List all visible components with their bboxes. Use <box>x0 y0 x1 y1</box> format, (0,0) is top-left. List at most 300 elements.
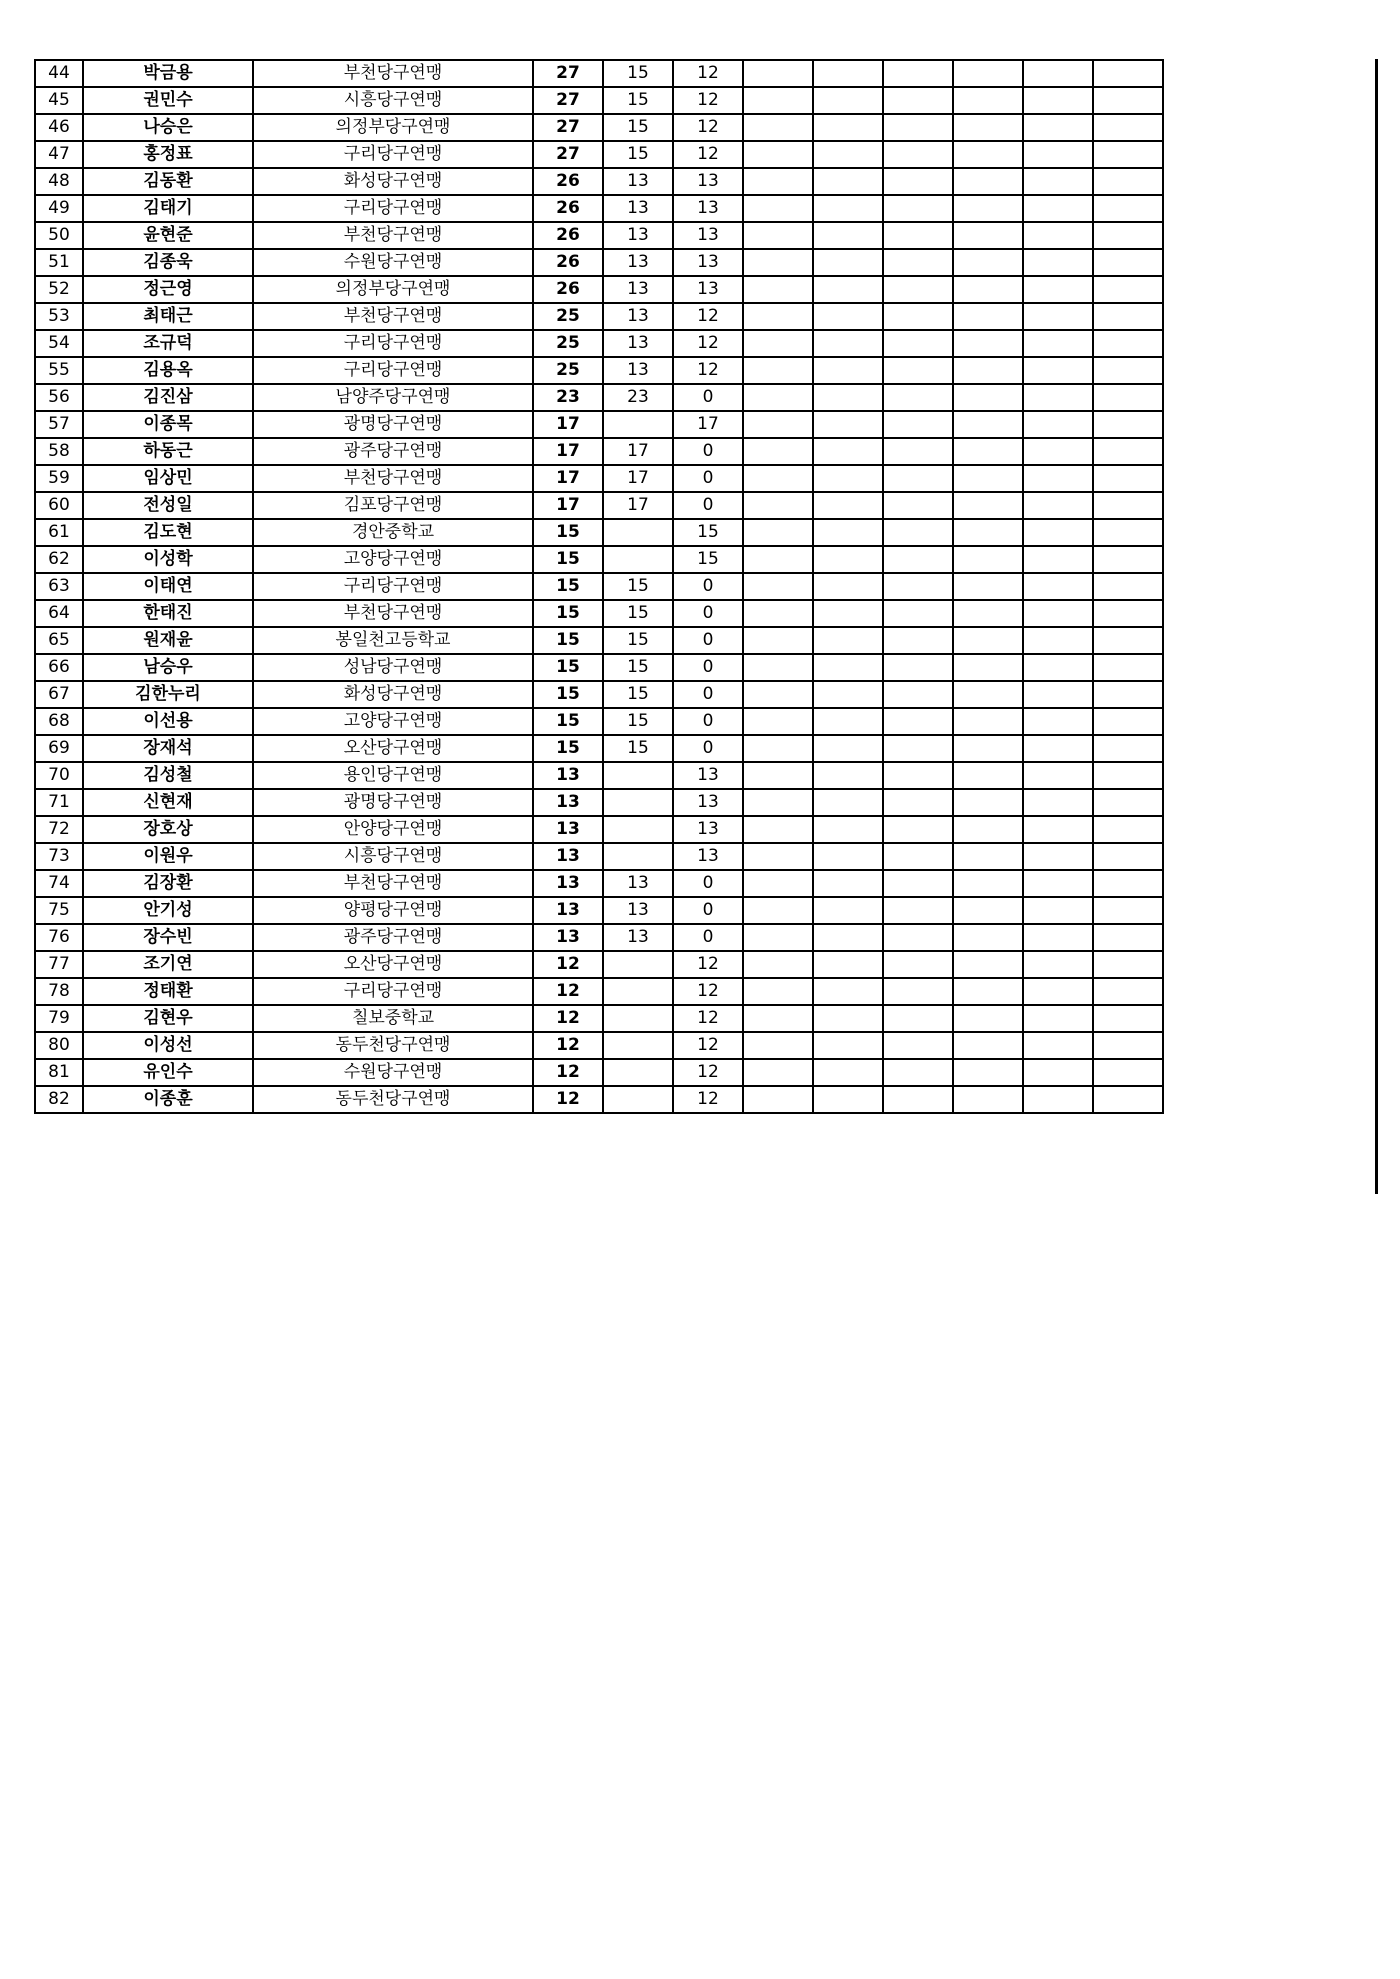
empty-cell <box>1023 1032 1093 1059</box>
empty-cell <box>1093 87 1163 114</box>
empty-cell <box>1093 1032 1163 1059</box>
table-row <box>35 735 1163 762</box>
table-row <box>35 276 1163 303</box>
empty-cell <box>743 87 813 114</box>
empty-cell <box>813 951 883 978</box>
empty-cell <box>953 789 1023 816</box>
total-score-cell: 26 <box>533 249 603 276</box>
score-1-cell: 13 <box>603 303 673 330</box>
empty-cell <box>743 978 813 1005</box>
rank-cell: 59 <box>35 465 83 492</box>
score-1-cell <box>603 762 673 789</box>
empty-cell <box>1093 978 1163 1005</box>
rank-cell: 75 <box>35 897 83 924</box>
score-2-cell: 12 <box>673 357 743 384</box>
empty-cell <box>813 897 883 924</box>
table-row <box>35 546 1163 573</box>
empty-cell <box>883 411 953 438</box>
empty-cell <box>1023 222 1093 249</box>
rank-cell: 44 <box>35 60 83 87</box>
empty-cell <box>1023 816 1093 843</box>
empty-cell <box>953 465 1023 492</box>
empty-cell <box>953 1032 1023 1059</box>
table-row <box>35 330 1163 357</box>
empty-cell <box>883 1032 953 1059</box>
empty-cell <box>1023 924 1093 951</box>
empty-cell <box>1023 249 1093 276</box>
empty-cell <box>743 438 813 465</box>
table-row <box>35 978 1163 1005</box>
empty-cell <box>883 330 953 357</box>
affiliation-cell: 동두천당구연맹 <box>253 1032 533 1059</box>
empty-cell <box>813 573 883 600</box>
total-score-cell: 13 <box>533 843 603 870</box>
empty-cell <box>953 222 1023 249</box>
empty-cell <box>813 1059 883 1086</box>
rank-cell: 57 <box>35 411 83 438</box>
empty-cell <box>743 195 813 222</box>
rank-cell: 45 <box>35 87 83 114</box>
rank-cell: 54 <box>35 330 83 357</box>
score-2-cell: 0 <box>673 465 743 492</box>
empty-cell <box>813 789 883 816</box>
score-1-cell <box>603 1005 673 1032</box>
affiliation-cell: 의정부당구연맹 <box>253 114 533 141</box>
empty-cell <box>813 384 883 411</box>
score-2-cell: 13 <box>673 168 743 195</box>
empty-cell <box>743 762 813 789</box>
empty-cell <box>883 897 953 924</box>
empty-cell <box>743 708 813 735</box>
score-1-cell <box>603 1032 673 1059</box>
score-2-cell: 0 <box>673 681 743 708</box>
empty-cell <box>743 168 813 195</box>
total-score-cell: 12 <box>533 978 603 1005</box>
empty-cell <box>743 357 813 384</box>
empty-cell <box>883 843 953 870</box>
table-row <box>35 1005 1163 1032</box>
score-1-cell <box>603 1086 673 1113</box>
table-row <box>35 519 1163 546</box>
rank-cell: 55 <box>35 357 83 384</box>
name-cell: 유인수 <box>83 1059 253 1086</box>
affiliation-cell: 경안중학교 <box>253 519 533 546</box>
empty-cell <box>1093 195 1163 222</box>
affiliation-cell: 부천당구연맹 <box>253 60 533 87</box>
rank-cell: 53 <box>35 303 83 330</box>
affiliation-cell: 구리당구연맹 <box>253 141 533 168</box>
empty-cell <box>743 330 813 357</box>
empty-cell <box>883 384 953 411</box>
affiliation-cell: 부천당구연맹 <box>253 870 533 897</box>
name-cell: 신현재 <box>83 789 253 816</box>
empty-cell <box>1023 573 1093 600</box>
name-cell: 이원우 <box>83 843 253 870</box>
score-2-cell: 13 <box>673 276 743 303</box>
rank-cell: 62 <box>35 546 83 573</box>
empty-cell <box>953 897 1023 924</box>
empty-cell <box>1023 195 1093 222</box>
score-2-cell: 12 <box>673 87 743 114</box>
empty-cell <box>883 195 953 222</box>
score-2-cell: 0 <box>673 924 743 951</box>
score-2-cell: 0 <box>673 384 743 411</box>
empty-cell <box>1023 843 1093 870</box>
score-1-cell: 13 <box>603 249 673 276</box>
table-row <box>35 1086 1163 1113</box>
score-2-cell: 12 <box>673 303 743 330</box>
affiliation-cell: 남양주당구연맹 <box>253 384 533 411</box>
empty-cell <box>743 1059 813 1086</box>
affiliation-cell: 동두천당구연맹 <box>253 1086 533 1113</box>
rank-cell: 82 <box>35 1086 83 1113</box>
rank-cell: 72 <box>35 816 83 843</box>
affiliation-cell: 양평당구연맹 <box>253 897 533 924</box>
total-score-cell: 13 <box>533 924 603 951</box>
empty-cell <box>883 438 953 465</box>
empty-cell <box>743 735 813 762</box>
score-2-cell: 12 <box>673 141 743 168</box>
empty-cell <box>813 411 883 438</box>
total-score-cell: 26 <box>533 222 603 249</box>
empty-cell <box>1023 357 1093 384</box>
name-cell: 임상민 <box>83 465 253 492</box>
empty-cell <box>1023 330 1093 357</box>
empty-cell <box>1023 600 1093 627</box>
table-row <box>35 843 1163 870</box>
name-cell: 김성철 <box>83 762 253 789</box>
affiliation-cell: 수원당구연맹 <box>253 1059 533 1086</box>
total-score-cell: 27 <box>533 114 603 141</box>
empty-cell <box>743 843 813 870</box>
empty-cell <box>743 60 813 87</box>
rank-cell: 69 <box>35 735 83 762</box>
score-2-cell: 13 <box>673 789 743 816</box>
rank-cell: 64 <box>35 600 83 627</box>
empty-cell <box>813 978 883 1005</box>
empty-cell <box>743 303 813 330</box>
affiliation-cell: 수원당구연맹 <box>253 249 533 276</box>
total-score-cell: 15 <box>533 627 603 654</box>
name-cell: 김장환 <box>83 870 253 897</box>
empty-cell <box>883 546 953 573</box>
score-1-cell: 15 <box>603 735 673 762</box>
empty-cell <box>1093 276 1163 303</box>
rank-cell: 61 <box>35 519 83 546</box>
empty-cell <box>1023 87 1093 114</box>
empty-cell <box>883 114 953 141</box>
empty-cell <box>813 735 883 762</box>
empty-cell <box>1023 492 1093 519</box>
empty-cell <box>883 276 953 303</box>
table-row <box>35 465 1163 492</box>
total-score-cell: 13 <box>533 762 603 789</box>
total-score-cell: 15 <box>533 519 603 546</box>
name-cell: 윤현준 <box>83 222 253 249</box>
empty-cell <box>1023 141 1093 168</box>
score-1-cell <box>603 1059 673 1086</box>
empty-cell <box>1023 384 1093 411</box>
empty-cell <box>813 627 883 654</box>
rank-cell: 58 <box>35 438 83 465</box>
empty-cell <box>1093 1005 1163 1032</box>
score-2-cell: 0 <box>673 897 743 924</box>
name-cell: 김동환 <box>83 168 253 195</box>
rank-cell: 48 <box>35 168 83 195</box>
empty-cell <box>883 951 953 978</box>
name-cell: 남승우 <box>83 654 253 681</box>
empty-cell <box>813 492 883 519</box>
empty-cell <box>883 573 953 600</box>
empty-cell <box>883 1059 953 1086</box>
empty-cell <box>953 573 1023 600</box>
empty-cell <box>743 951 813 978</box>
empty-cell <box>813 195 883 222</box>
empty-cell <box>743 519 813 546</box>
score-1-cell: 17 <box>603 492 673 519</box>
empty-cell <box>953 87 1023 114</box>
empty-cell <box>813 114 883 141</box>
empty-cell <box>953 411 1023 438</box>
empty-cell <box>743 384 813 411</box>
name-cell: 김진삼 <box>83 384 253 411</box>
score-2-cell: 0 <box>673 735 743 762</box>
empty-cell <box>1023 1086 1093 1113</box>
affiliation-cell: 화성당구연맹 <box>253 168 533 195</box>
score-1-cell: 23 <box>603 384 673 411</box>
empty-cell <box>813 222 883 249</box>
table-row <box>35 924 1163 951</box>
affiliation-cell: 광주당구연맹 <box>253 924 533 951</box>
empty-cell <box>1093 303 1163 330</box>
empty-cell <box>883 465 953 492</box>
affiliation-cell: 구리당구연맹 <box>253 573 533 600</box>
total-score-cell: 27 <box>533 60 603 87</box>
score-2-cell: 0 <box>673 627 743 654</box>
empty-cell <box>1023 897 1093 924</box>
name-cell: 나승은 <box>83 114 253 141</box>
score-2-cell: 12 <box>673 1032 743 1059</box>
empty-cell <box>743 600 813 627</box>
table-row <box>35 195 1163 222</box>
total-score-cell: 17 <box>533 411 603 438</box>
rank-cell: 63 <box>35 573 83 600</box>
table-row <box>35 870 1163 897</box>
score-1-cell: 13 <box>603 222 673 249</box>
empty-cell <box>883 708 953 735</box>
score-1-cell: 15 <box>603 600 673 627</box>
empty-cell <box>883 168 953 195</box>
rank-cell: 71 <box>35 789 83 816</box>
empty-cell <box>743 924 813 951</box>
empty-cell <box>813 438 883 465</box>
empty-cell <box>883 789 953 816</box>
rank-cell: 65 <box>35 627 83 654</box>
empty-cell <box>813 843 883 870</box>
score-1-cell <box>603 816 673 843</box>
rank-cell: 51 <box>35 249 83 276</box>
empty-cell <box>953 546 1023 573</box>
score-1-cell: 13 <box>603 276 673 303</box>
empty-cell <box>883 681 953 708</box>
affiliation-cell: 시흥당구연맹 <box>253 87 533 114</box>
table-row <box>35 438 1163 465</box>
table-row <box>35 1059 1163 1086</box>
empty-cell <box>1093 951 1163 978</box>
name-cell: 김도현 <box>83 519 253 546</box>
table-row <box>35 789 1163 816</box>
total-score-cell: 12 <box>533 1032 603 1059</box>
table-row <box>35 168 1163 195</box>
score-2-cell: 13 <box>673 222 743 249</box>
empty-cell <box>1023 546 1093 573</box>
table-row <box>35 141 1163 168</box>
rank-cell: 49 <box>35 195 83 222</box>
empty-cell <box>743 789 813 816</box>
empty-cell <box>1023 708 1093 735</box>
score-1-cell <box>603 519 673 546</box>
score-1-cell: 15 <box>603 114 673 141</box>
empty-cell <box>883 87 953 114</box>
empty-cell <box>743 114 813 141</box>
empty-cell <box>813 519 883 546</box>
empty-cell <box>953 276 1023 303</box>
rank-cell: 60 <box>35 492 83 519</box>
affiliation-cell: 구리당구연맹 <box>253 357 533 384</box>
total-score-cell: 25 <box>533 303 603 330</box>
name-cell: 이종목 <box>83 411 253 438</box>
empty-cell <box>953 924 1023 951</box>
total-score-cell: 26 <box>533 168 603 195</box>
empty-cell <box>813 60 883 87</box>
rank-cell: 81 <box>35 1059 83 1086</box>
empty-cell <box>883 249 953 276</box>
empty-cell <box>1093 141 1163 168</box>
table-row <box>35 222 1163 249</box>
empty-cell <box>743 681 813 708</box>
name-cell: 홍정표 <box>83 141 253 168</box>
empty-cell <box>743 1032 813 1059</box>
rank-cell: 52 <box>35 276 83 303</box>
empty-cell <box>953 708 1023 735</box>
empty-cell <box>1093 1086 1163 1113</box>
affiliation-cell: 성남당구연맹 <box>253 654 533 681</box>
empty-cell <box>953 357 1023 384</box>
empty-cell <box>1023 951 1093 978</box>
empty-cell <box>813 681 883 708</box>
score-2-cell: 0 <box>673 438 743 465</box>
score-2-cell: 12 <box>673 1059 743 1086</box>
total-score-cell: 17 <box>533 465 603 492</box>
table-row <box>35 60 1163 87</box>
empty-cell <box>953 951 1023 978</box>
empty-cell <box>743 1005 813 1032</box>
empty-cell <box>813 357 883 384</box>
empty-cell <box>1093 654 1163 681</box>
empty-cell <box>883 141 953 168</box>
score-1-cell: 15 <box>603 141 673 168</box>
total-score-cell: 12 <box>533 1005 603 1032</box>
name-cell: 김태기 <box>83 195 253 222</box>
empty-cell <box>953 492 1023 519</box>
total-score-cell: 13 <box>533 870 603 897</box>
empty-cell <box>743 141 813 168</box>
name-cell: 김용옥 <box>83 357 253 384</box>
empty-cell <box>953 60 1023 87</box>
empty-cell <box>813 600 883 627</box>
empty-cell <box>1023 627 1093 654</box>
name-cell: 안기성 <box>83 897 253 924</box>
total-score-cell: 25 <box>533 357 603 384</box>
table-row <box>35 303 1163 330</box>
score-1-cell: 15 <box>603 627 673 654</box>
table-row <box>35 762 1163 789</box>
total-score-cell: 26 <box>533 195 603 222</box>
empty-cell <box>813 816 883 843</box>
empty-cell <box>1093 843 1163 870</box>
empty-cell <box>953 141 1023 168</box>
score-2-cell: 15 <box>673 519 743 546</box>
empty-cell <box>953 870 1023 897</box>
table-row <box>35 681 1163 708</box>
name-cell: 장재석 <box>83 735 253 762</box>
score-1-cell: 17 <box>603 438 673 465</box>
empty-cell <box>953 114 1023 141</box>
score-1-cell: 15 <box>603 60 673 87</box>
empty-cell <box>1093 897 1163 924</box>
empty-cell <box>813 546 883 573</box>
table-row <box>35 492 1163 519</box>
empty-cell <box>813 708 883 735</box>
empty-cell <box>953 249 1023 276</box>
empty-cell <box>743 411 813 438</box>
name-cell: 정태환 <box>83 978 253 1005</box>
affiliation-cell: 구리당구연맹 <box>253 978 533 1005</box>
page-right-rule <box>1375 59 1378 1194</box>
empty-cell <box>953 600 1023 627</box>
total-score-cell: 15 <box>533 735 603 762</box>
total-score-cell: 15 <box>533 573 603 600</box>
empty-cell <box>743 654 813 681</box>
score-2-cell: 12 <box>673 978 743 1005</box>
affiliation-cell: 봉일천고등학교 <box>253 627 533 654</box>
empty-cell <box>953 1005 1023 1032</box>
table-row <box>35 411 1163 438</box>
empty-cell <box>1023 654 1093 681</box>
empty-cell <box>953 195 1023 222</box>
empty-cell <box>1023 789 1093 816</box>
total-score-cell: 17 <box>533 492 603 519</box>
score-2-cell: 0 <box>673 573 743 600</box>
empty-cell <box>953 168 1023 195</box>
empty-cell <box>1023 114 1093 141</box>
table-row <box>35 951 1163 978</box>
empty-cell <box>1023 1059 1093 1086</box>
empty-cell <box>953 681 1023 708</box>
table-row <box>35 627 1163 654</box>
total-score-cell: 23 <box>533 384 603 411</box>
empty-cell <box>883 924 953 951</box>
table-row <box>35 1032 1163 1059</box>
empty-cell <box>1093 627 1163 654</box>
empty-cell <box>813 1086 883 1113</box>
empty-cell <box>883 870 953 897</box>
affiliation-cell: 의정부당구연맹 <box>253 276 533 303</box>
affiliation-cell: 광주당구연맹 <box>253 438 533 465</box>
empty-cell <box>1093 465 1163 492</box>
affiliation-cell: 부천당구연맹 <box>253 465 533 492</box>
empty-cell <box>1093 1059 1163 1086</box>
